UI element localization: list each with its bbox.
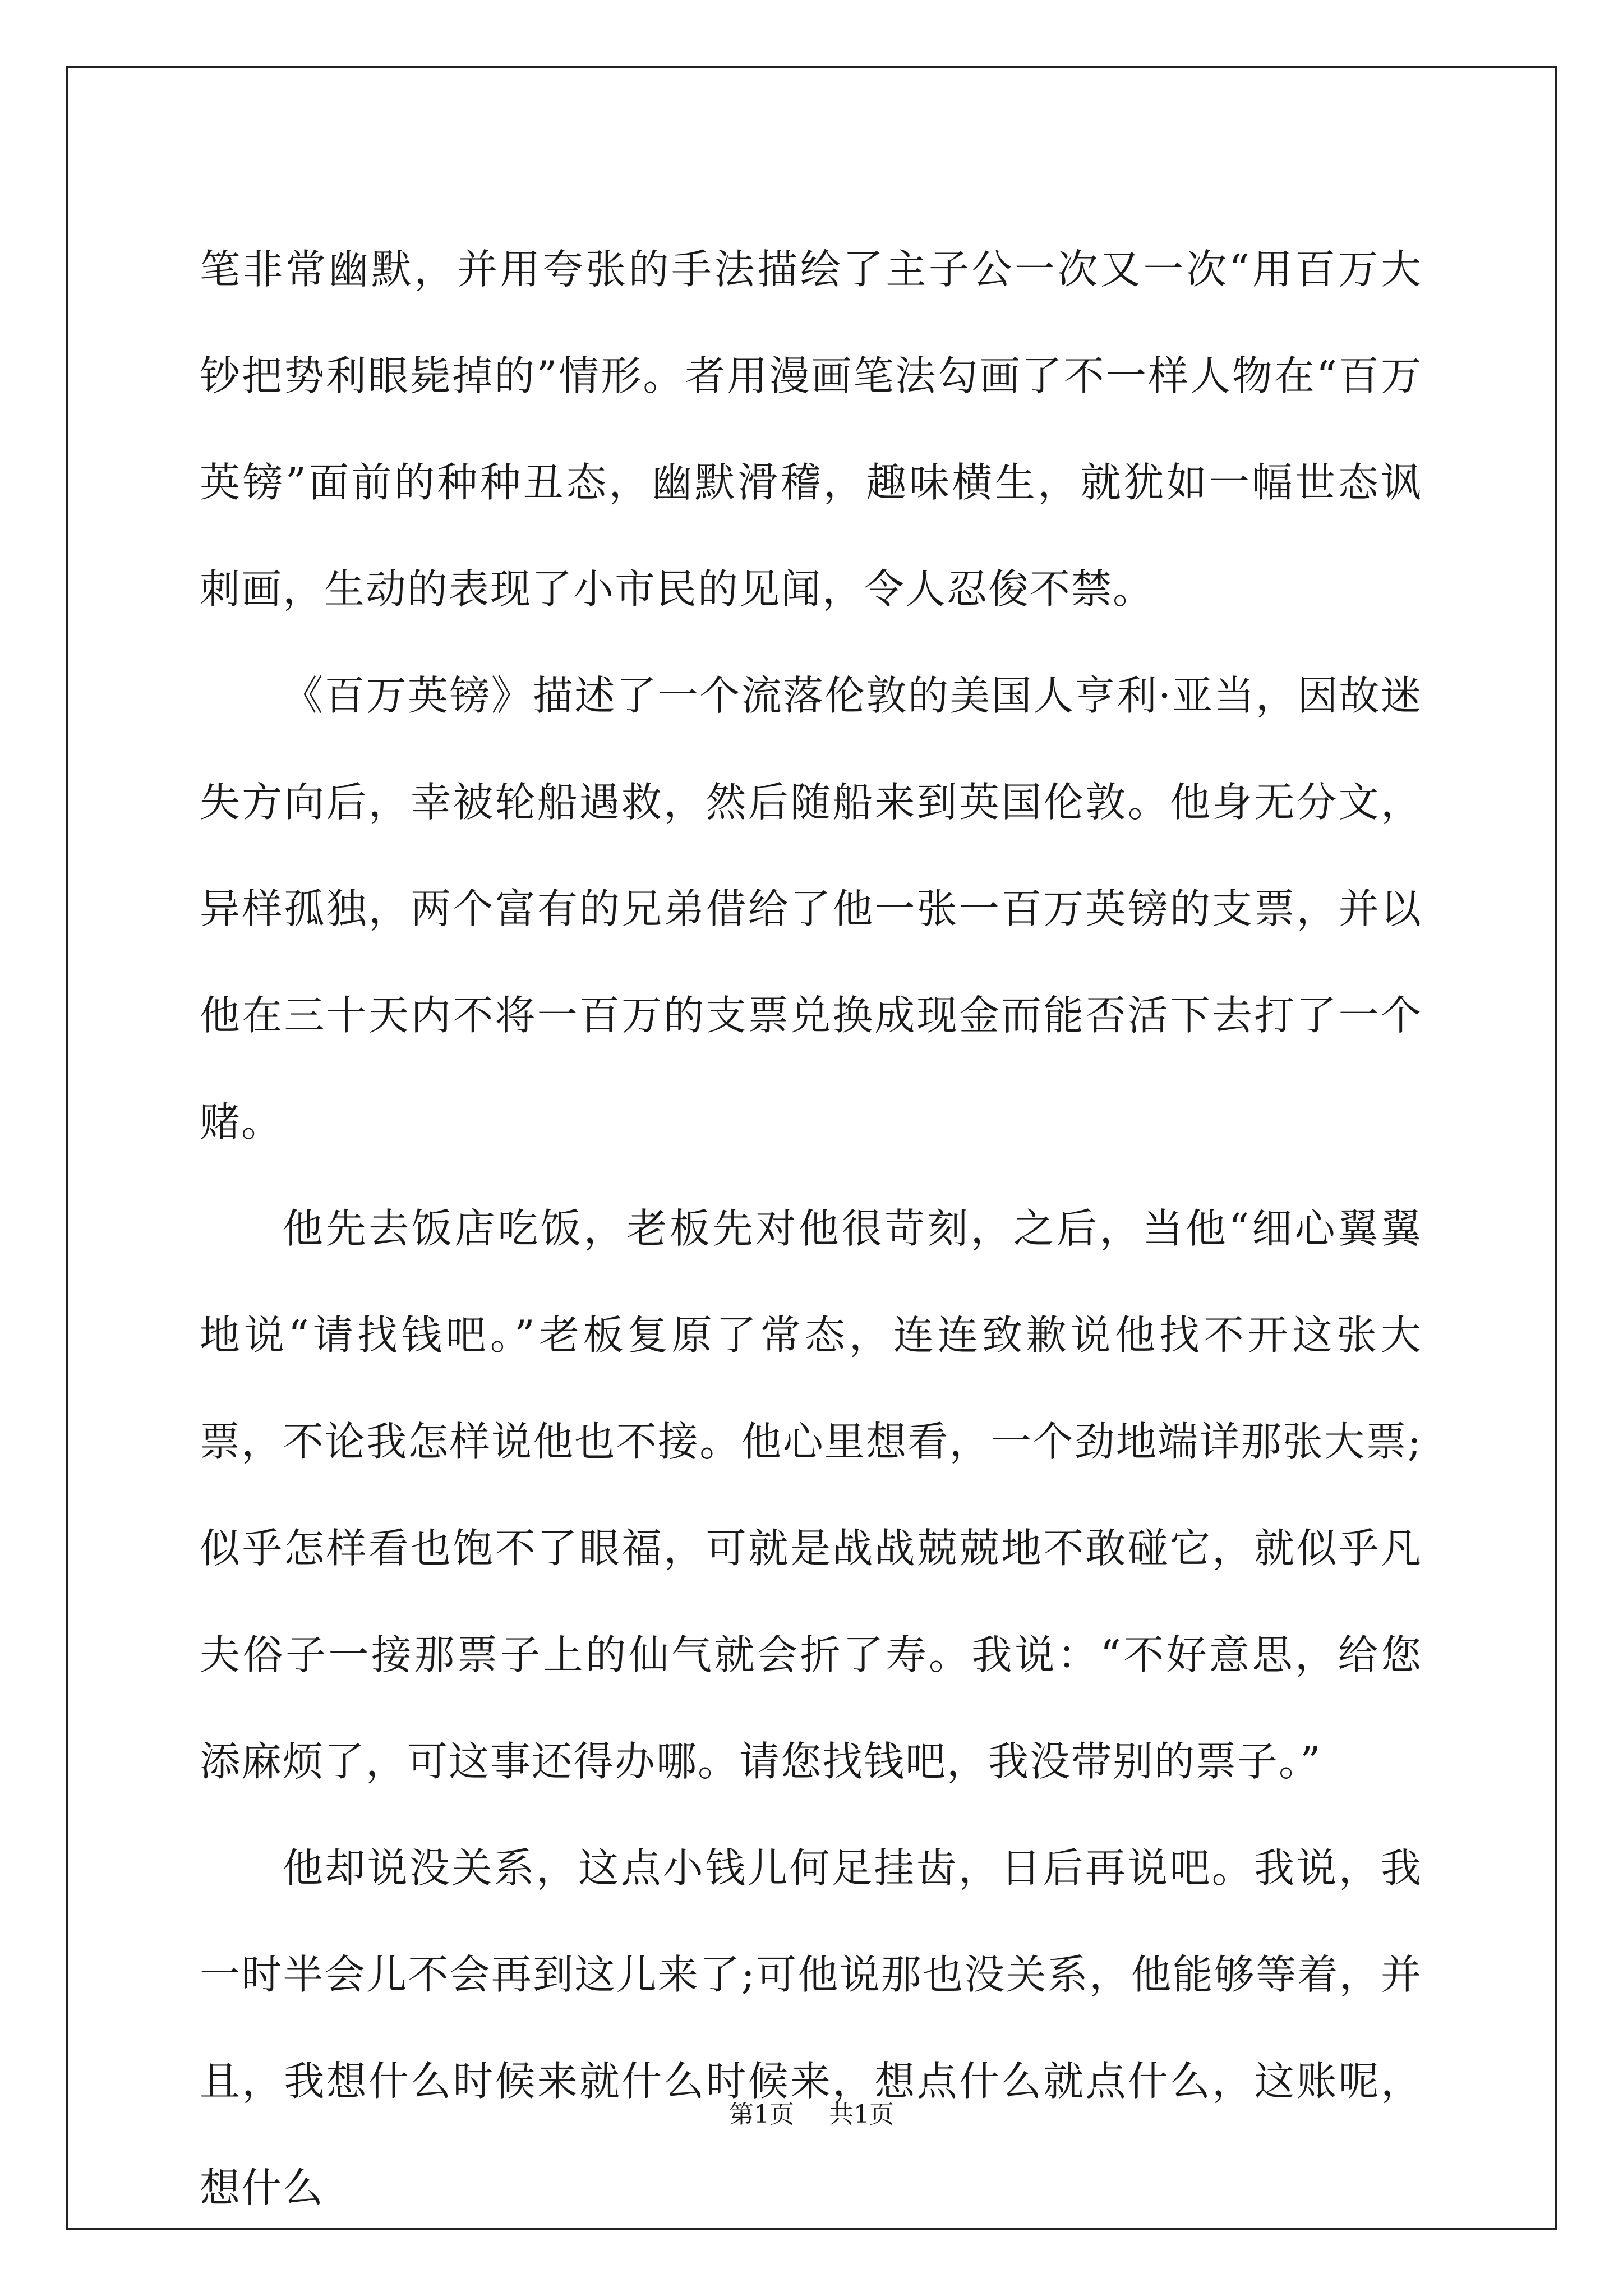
page-number: 第1页 <box>729 2100 794 2129</box>
paragraph-2: 《百万英镑》描述了一个流落伦敦的美国人亨利·亚当，因故迷失方向后，幸被轮船遇救，然后随船来到英国伦敦。他身无分文，异样孤独，两个富有的兄弟借给了他一张一百万英镑的支票，并以他在三十天内不将一百万的支票兑换成现金而能否活下去打了一个赌。 <box>200 672 1422 1145</box>
page-total: 共1页 <box>829 2100 894 2129</box>
page-footer <box>0 2098 1623 2132</box>
paragraph-3: 他先去饭店吃饭，老板先对他很苛刻，之后，当他“细心翼翼地说“请找钱吧。”老板复原了常态，连连致歉说他找不开这张大票，不论我怎样说他也不接。他心里想看，一个劲地端详那张大票;似乎怎样看也饱不了眼福，可就是战战兢兢地不敢碰它，就似乎凡夫俗子一接那票子上的仙气就会折了寿。我说：“不好意思，给您添麻烦了，可这事还得办哪。请您找钱吧，我没带别的票子。” <box>200 1205 1422 1785</box>
paragraph-4: 他却说没关系，这点小钱儿何足挂齿，日后再说吧。我说，我一时半会儿不会再到这儿来了;可他说那也没关系，他能够等着，并且，我想什么时候来就什么时候来，想点什么就点什么，这账呢，想什么 <box>200 1844 1422 2211</box>
document-body <box>200 216 1422 2241</box>
paragraph-1: 笔非常幽默，并用夸张的手法描绘了主子公一次又一次“用百万大钞把势利眼毙掉的”情形。者用漫画笔法勾画了不一样人物在“百万英镑”面前的种种丑态，幽默滑稽，趣味横生，就犹如一幅世态讽刺画，生动的表现了小市民的见闻，令人忍俊不禁。 <box>200 246 1422 613</box>
